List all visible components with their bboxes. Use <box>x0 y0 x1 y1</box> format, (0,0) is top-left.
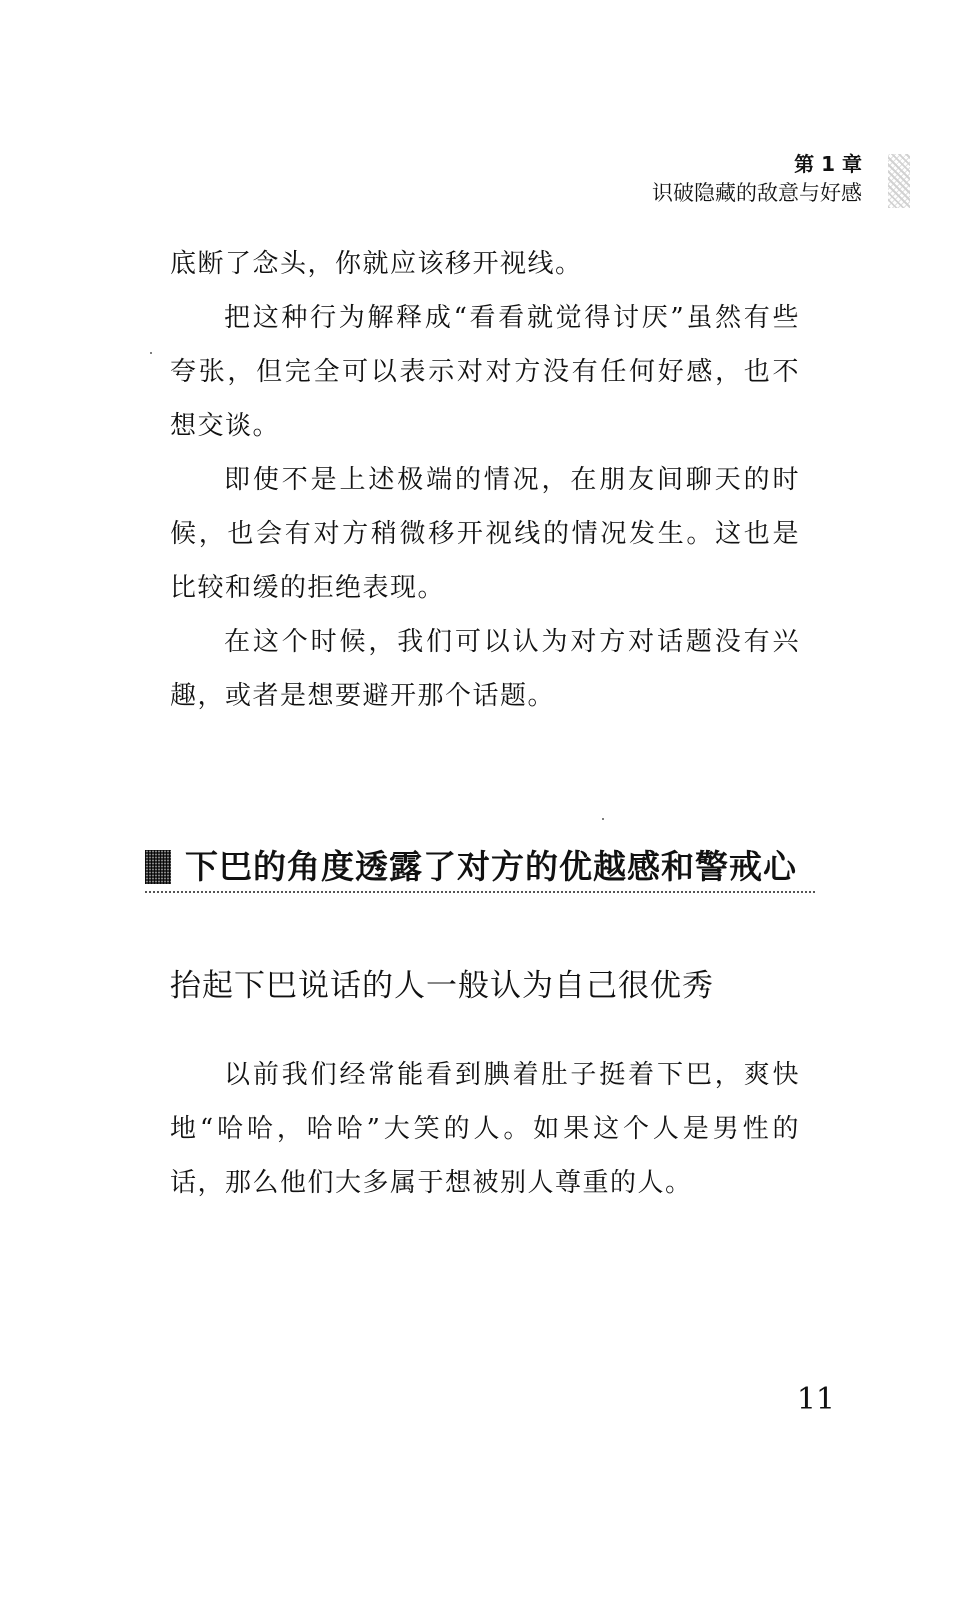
chapter-number: 第 1 章 <box>794 152 862 176</box>
paragraph-2: 把这种行为解释成“看看就觉得讨厌”虽然有些夸张，但完全可以表示对对方没有任何好感，也不想交谈。 <box>170 303 800 441</box>
page-number: 11 <box>796 1382 835 1417</box>
scan-speck <box>602 818 604 820</box>
scan-speck <box>150 352 152 354</box>
section-body <box>170 1048 800 1210</box>
paragraph-1: 底断了念头，你就应该移开视线。 <box>170 249 583 279</box>
running-header <box>590 150 910 208</box>
subheading: 抬起下巴说话的人一般认为自己很优秀 <box>170 968 714 1004</box>
paragraph-4: 在这个时候，我们可以认为对方对话题没有兴趣，或者是想要避开那个话题。 <box>170 627 800 711</box>
chapter-title: 识破隐藏的敌意与好感 <box>652 181 862 205</box>
header-ornament-icon <box>888 154 910 208</box>
paragraph-3: 即使不是上述极端的情况，在朋友间聊天的时候，也会有对方稍微移开视线的情况发生。这也是比较和缓的拒绝表现。 <box>170 465 800 603</box>
body-text <box>170 237 800 723</box>
section-paragraph: 以前我们经常能看到腆着肚子挺着下巴，爽快地“哈哈，哈哈”大笑的人。如果这个人是男性的话，那么他们大多属于想被别人尊重的人。 <box>170 1060 800 1198</box>
section-heading <box>145 843 815 893</box>
section-heading-text: 下巴的角度透露了对方的优越感和警戒心 <box>185 847 797 886</box>
heading-marker-icon <box>145 850 171 884</box>
